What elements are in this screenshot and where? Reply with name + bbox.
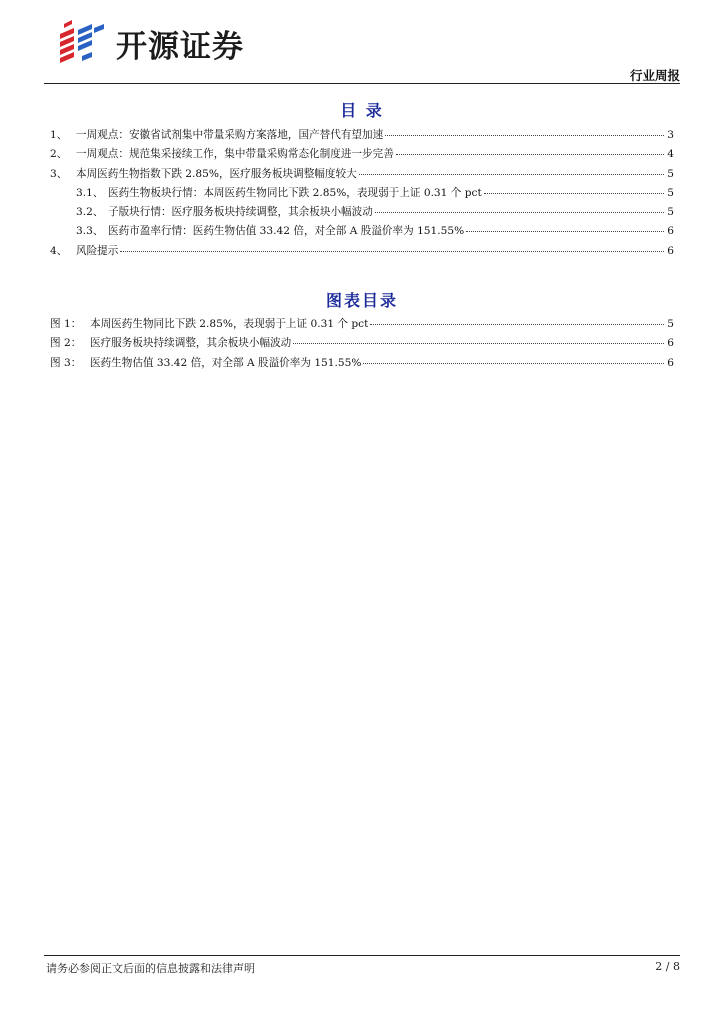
toc-item-title: 子版块行情：医疗服务板块持续调整，其余板块小幅波动 — [108, 206, 373, 219]
toc-item-number: 3.2、 — [76, 206, 104, 219]
toc-leader-dots — [484, 183, 664, 194]
figure-page: 6 — [667, 356, 674, 369]
toc-leader-dots — [396, 144, 664, 155]
page-number: 2 / 8 — [655, 960, 680, 973]
toc-leader-dots — [120, 241, 664, 252]
toc-leader-dots — [293, 333, 664, 344]
figure-page: 5 — [667, 318, 674, 330]
toc-item-page: 3 — [667, 129, 674, 141]
figure-title: 医药生物估值 33.42 倍，对全部 A 股溢价率为 151.55% — [90, 356, 362, 369]
toc-item-number: 3.3、 — [76, 225, 104, 238]
toc-item-page: 6 — [667, 225, 674, 238]
toc-heading: 目 录 — [340, 101, 384, 120]
toc-item-title: 风险提示 — [76, 244, 119, 257]
figure-number: 图 3： — [50, 356, 82, 369]
figure-page: 6 — [667, 337, 674, 350]
toc-item-page: 5 — [667, 186, 674, 199]
toc-item-number: 3.1、 — [76, 186, 104, 199]
figure-number: 图 1： — [50, 318, 82, 330]
toc-leader-dots — [359, 164, 664, 175]
figure-title: 本周医药生物同比下跌 2.85%，表现弱于上证 0.31 个 pct — [90, 318, 369, 330]
company-logo — [56, 18, 244, 68]
toc-leader-dots — [370, 314, 664, 325]
figure-title: 医疗服务板块持续调整，其余板块小幅波动 — [90, 337, 292, 350]
toc-leader-dots — [466, 221, 664, 232]
toc-item-number: 2、 — [50, 148, 68, 161]
header-divider — [44, 83, 680, 84]
toc-leader-dots — [385, 125, 664, 136]
logo-text: 开源证券 — [116, 28, 244, 65]
toc-item-number: 4、 — [50, 244, 68, 257]
report-type-label: 行业周报 — [629, 68, 680, 83]
toc-item-title: 本周医药生物指数下跌 2.85%，医疗服务板块调整幅度较大 — [76, 167, 357, 180]
toc-item-number: 1、 — [50, 129, 68, 141]
toc-item-number: 3、 — [50, 167, 68, 180]
toc-item-title: 医药市盈率行情：医药生物估值 33.42 倍，对全部 A 股溢价率为 151.55% — [108, 225, 465, 238]
toc-item-page: 4 — [667, 148, 674, 161]
disclaimer-note: 请务必参阅正文后面的信息披露和法律声明 — [46, 962, 255, 975]
figure-list — [50, 316, 674, 374]
toc-item-title: 一周观点：安徽省试剂集中带量采购方案落地，国产替代有望加速 — [76, 129, 384, 141]
figure-number: 图 2： — [50, 337, 82, 350]
toc-item-page: 6 — [667, 244, 674, 257]
toc-item-page: 5 — [667, 167, 674, 180]
figure-list-item[interactable] — [50, 355, 674, 374]
kaiyuan-logo-icon — [56, 20, 108, 66]
toc-leader-dots — [375, 202, 664, 213]
toc-item-title: 一周观点：规范集采接续工作，集中带量采购常态化制度进一步完善 — [76, 148, 394, 161]
toc-list — [50, 127, 674, 262]
toc-leader-dots — [363, 353, 664, 364]
toc-item[interactable] — [50, 243, 674, 262]
toc-item-page: 5 — [667, 206, 674, 219]
footer-divider — [44, 955, 680, 956]
figure-list-heading: 图表目录 — [325, 291, 398, 310]
toc-item-title: 医药生物板块行情：本周医药生物同比下跌 2.85%，表现弱于上证 0.31 个 pct — [108, 186, 482, 199]
